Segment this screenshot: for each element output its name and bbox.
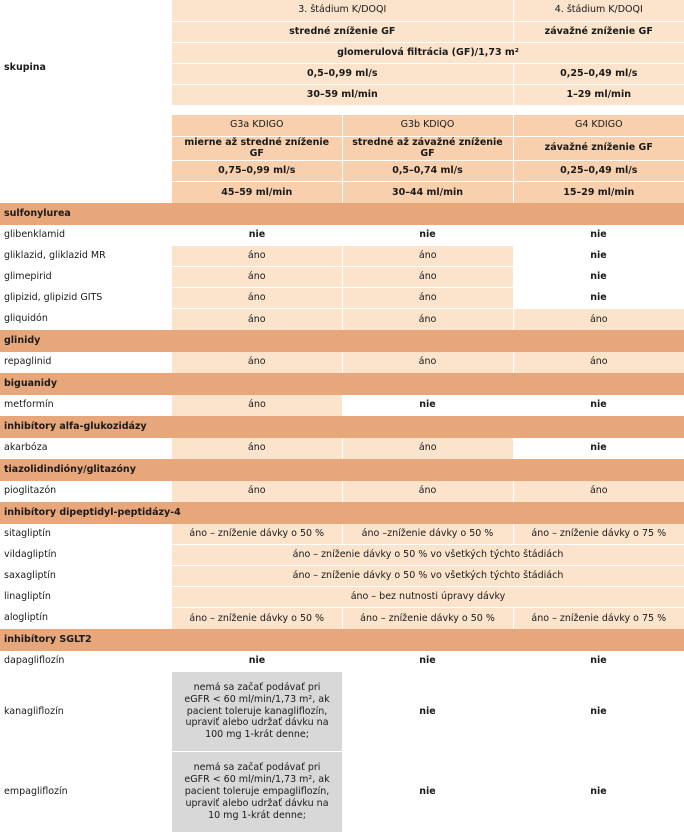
cell-g3b: áno xyxy=(342,352,513,373)
drug-name: kanagliflozín xyxy=(0,672,172,752)
drug-name: linagliptín xyxy=(0,587,172,608)
g3a-mls: 0,75–0,99 ml/s xyxy=(172,161,342,182)
cell-g3a: áno xyxy=(172,481,342,502)
cell-g3b: nie xyxy=(342,395,513,416)
g3a-mlmin: 45–59 ml/min xyxy=(172,182,342,203)
stage4-label: 4. štádium K/DOQI xyxy=(513,0,684,21)
header-row-stage xyxy=(0,0,684,21)
cell-g3a: nie xyxy=(172,225,342,246)
table-row xyxy=(0,672,684,752)
cell-g3a: nemá sa začať podávať pri eGFR < 60 ml/min/1,73 m², ak pacient toleruje kanagliflozín, upraviť alebo udržať dávku na 100 mg 1-krát denne; xyxy=(172,672,342,752)
g4-mlmin: 15–29 ml/min xyxy=(513,182,684,203)
drug-name: saxagliptín xyxy=(0,566,172,587)
cell-g3a: áno – zníženie dávky o 50 % xyxy=(172,524,342,545)
cell-g3b: áno xyxy=(342,288,513,309)
cell-g3a: áno xyxy=(172,352,342,373)
g3a-label: G3a KDIGO xyxy=(172,115,342,136)
cell-g3b: nie xyxy=(342,651,513,672)
cell-g4: áno – zníženie dávky o 75 % xyxy=(513,524,684,545)
drug-name: metformín xyxy=(0,395,172,416)
section-dpp4: inhibítory dipeptidyl-peptidázy-4 xyxy=(0,502,684,524)
drug-name: pioglitazón xyxy=(0,481,172,502)
stage3-label: 3. štádium K/DOQI xyxy=(172,0,513,21)
cell-g3a: áno xyxy=(172,395,342,416)
cell-g4: nie xyxy=(513,246,684,267)
header-row-kdigo xyxy=(0,115,684,136)
drug-name: sitagliptín xyxy=(0,524,172,545)
group-label: skupina xyxy=(0,21,172,115)
drug-name: vildagliptín xyxy=(0,545,172,566)
drug-name: glipizid, glipizid GITS xyxy=(0,288,172,309)
table-row xyxy=(0,267,684,288)
cell-g3b: nie xyxy=(342,752,513,832)
drug-name: repaglinid xyxy=(0,352,172,373)
g3b-mlmin: 30–44 ml/min xyxy=(342,182,513,203)
cell-all: áno – bez nutnosti úpravy dávky xyxy=(172,587,684,608)
cell-g3b: áno xyxy=(342,438,513,459)
drug-name: akarbóza xyxy=(0,438,172,459)
section-glinidy: glinidy xyxy=(0,330,684,352)
g4-label: G4 KDIGO xyxy=(513,115,684,136)
cell-g3a: nie xyxy=(172,651,342,672)
cell-g3b: áno xyxy=(342,267,513,288)
cell-g3a: nemá sa začať podávať pri eGFR < 60 ml/min/1,73 m², ak pacient toleruje empagliflozín, upraviť alebo udržať dávku na 10 mg 1-krát denne; xyxy=(172,752,342,832)
cell-g4: nie xyxy=(513,225,684,246)
header-row-kdigo-desc xyxy=(0,136,684,161)
cell-g3b: áno xyxy=(342,481,513,502)
cell-g4: nie xyxy=(513,288,684,309)
cell-g3b: áno xyxy=(342,246,513,267)
g3b-label: G3b KDIQO xyxy=(342,115,513,136)
section-biguanidy: biguanidy xyxy=(0,373,684,395)
header-row-stage-desc xyxy=(0,21,684,42)
table-row xyxy=(0,566,684,587)
cell-all: áno – zníženie dávky o 50 % vo všetkých týchto štádiách xyxy=(172,545,684,566)
drug-name: gliklazid, gliklazid MR xyxy=(0,246,172,267)
g4-mls: 0,25–0,49 ml/s xyxy=(513,161,684,182)
stage3-mls: 0,5–0,99 ml/s xyxy=(172,63,513,84)
table-row xyxy=(0,651,684,672)
g3b-desc: stredné až závažné zníženie GF xyxy=(342,136,513,161)
cell-g3b: áno – zníženie dávky o 50 % xyxy=(342,608,513,629)
cell-g3a: áno xyxy=(172,309,342,330)
g3b-mls: 0,5–0,74 ml/s xyxy=(342,161,513,182)
table-row xyxy=(0,545,684,566)
stage4-mlmin: 1–29 ml/min xyxy=(513,84,684,105)
cell-g4: áno xyxy=(513,481,684,502)
cell-all: áno – zníženie dávky o 50 % vo všetkých týchto štádiách xyxy=(172,566,684,587)
cell-g4: nie xyxy=(513,267,684,288)
stage4-desc: závažné zníženie GF xyxy=(513,21,684,42)
cell-g4: nie xyxy=(513,752,684,832)
table-row xyxy=(0,587,684,608)
table-row xyxy=(0,288,684,309)
cell-g4: nie xyxy=(513,438,684,459)
g4-desc: závažné zníženie GF xyxy=(513,136,684,161)
table-row xyxy=(0,225,684,246)
table-row xyxy=(0,246,684,267)
cell-g3a: áno xyxy=(172,267,342,288)
cell-g3a: áno – zníženie dávky o 50 % xyxy=(172,608,342,629)
section-tiazolidindiony: tiazolidindióny/glitazóny xyxy=(0,459,684,481)
drug-name: alogliptín xyxy=(0,608,172,629)
drug-name: glimepirid xyxy=(0,267,172,288)
table-row xyxy=(0,608,684,629)
cell-g4: nie xyxy=(513,651,684,672)
cell-g4: nie xyxy=(513,672,684,752)
header-row-kdigo-mls xyxy=(0,161,684,182)
section-alfa-glukozidazy: inhibítory alfa-glukozidázy xyxy=(0,416,684,438)
drug-name: gliquidón xyxy=(0,309,172,330)
cell-g4: nie xyxy=(513,395,684,416)
cell-g4: áno – zníženie dávky o 75 % xyxy=(513,608,684,629)
table-row xyxy=(0,481,684,502)
cell-g3b: áno –zníženie dávky o 50 % xyxy=(342,524,513,545)
gfr-label: glomerulová filtrácia (GF)/1,73 m² xyxy=(172,42,684,63)
g3a-desc: mierne až stredné zníženie GF xyxy=(172,136,342,161)
section-sglt2: inhibítory SGLT2 xyxy=(0,629,684,651)
header-row-kdigo-mlmin xyxy=(0,182,684,203)
cell-g3a: áno xyxy=(172,438,342,459)
stage4-mls: 0,25–0,49 ml/s xyxy=(513,63,684,84)
cell-g3b: áno xyxy=(342,309,513,330)
table-row xyxy=(0,752,684,832)
stage3-mlmin: 30–59 ml/min xyxy=(172,84,513,105)
stage3-desc: stredné zníženie GF xyxy=(172,21,513,42)
table-row xyxy=(0,438,684,459)
table-row xyxy=(0,352,684,373)
section-sulfonylurea: sulfonylurea xyxy=(0,203,684,225)
drug-name: dapagliflozín xyxy=(0,651,172,672)
table-row xyxy=(0,395,684,416)
cell-g4: áno xyxy=(513,352,684,373)
drug-name: glibenklamid xyxy=(0,225,172,246)
table-row xyxy=(0,524,684,545)
table-row xyxy=(0,309,684,330)
cell-g3b: nie xyxy=(342,672,513,752)
cell-g3b: nie xyxy=(342,225,513,246)
drug-name: empagliflozín xyxy=(0,752,172,832)
cell-g4: áno xyxy=(513,309,684,330)
cell-g3a: áno xyxy=(172,288,342,309)
cell-g3a: áno xyxy=(172,246,342,267)
